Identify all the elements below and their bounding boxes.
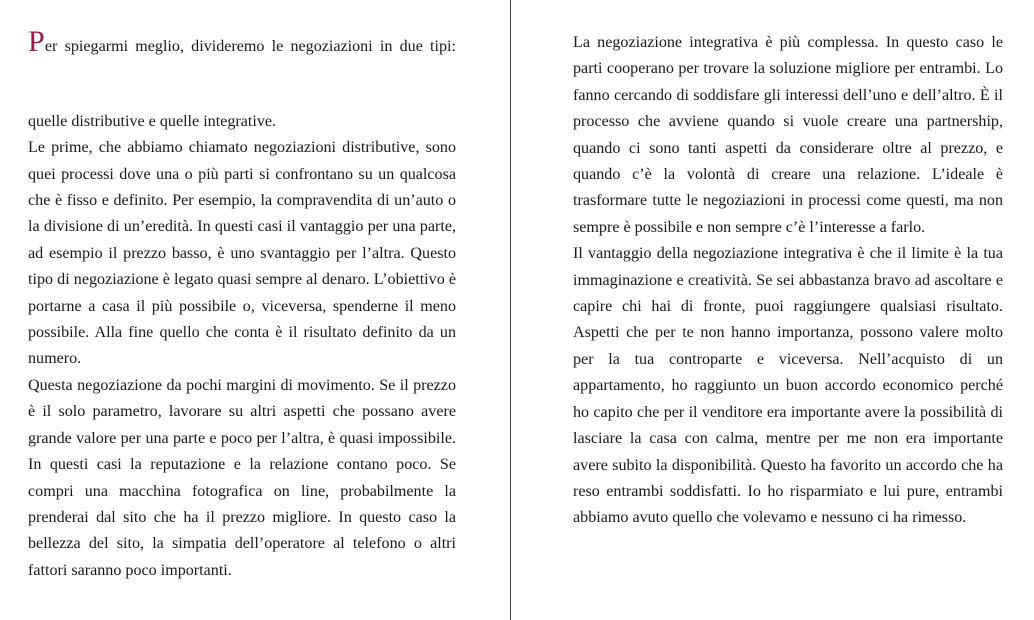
column-divider-rule [510,0,511,620]
drop-cap-letter: P [28,25,45,58]
right-paragraph-2: Il vantaggio della negoziazione integrativa è che il limite è la tua immaginazione e creatività. Se sei abbastanza bravo ad ascoltare e capire chi hai di fronte, puoi raggiungere qualsiasi risultato. Aspetti che per te non hanno importanza, possono valere molto per la tua controparte e viceversa. Nell’acquisto di un appartamento, ho raggiunto un buon accordo economico perché ho capito che per il venditore era importante avere la possibilità di lasciare la casa con calma, mentre per me non era importante avere subito la disponibilità. Questo ha favorito un accordo che ha reso entrambi soddisfatti. Io ho risparmiato e lui pure, entrambi abbiamo avuto quello che volevamo e nessuno ci ha rimesso. [573,245,1003,527]
opening-continuation-line: quelle distributive e quelle integrative. [28,112,277,130]
opening-paragraph [28,25,456,87]
left-paragraph-1: Le prime, che abbiamo chiamato negoziazioni distributive, sono quei processi dove una o più parti si confrontano su un qualcosa che è fisso e definito. Per esempio, la compravendita di un’auto o la divisione di un’eredità. In questi casi il vantaggio per una parte, ad esempio il prezzo basso, è uno svantaggio per l’altra. Questo tipo di negoziazione è legato quasi sempre al denaro. L’obiettivo è portarne a casa il più possibile o, viceversa, spenderne il meno possibile. Alla fine quello che conta è il risultato definito da un numero. [28,139,456,368]
right-text-column [573,30,1003,532]
right-paragraph-1: La negoziazione integrativa è più complessa. In questo caso le parti cooperano per trovare la soluzione migliore per entrambi. Lo fanno cercando di soddisfare gli interessi dell’uno e dell’altro. È il processo che avviene quando si vuole creare una partnership, quando ci sono tanti aspetti da considerare oltre al prezzo, e quando c’è la volontà di creare una relazione. L’ideale è trasformare tutte le negoziazioni in processi come questi, ma non sempre è possibile e non sempre c’è l’interesse a farlo. [573,34,1003,236]
left-paragraph-2: Questa negoziazione da pochi margini di movimento. Se il prezzo è il solo parametro, lavorare su altri aspetti che possano avere grande valore per una parte e poco per l’altra, è quasi impossibile. In questi casi la reputazione e la relazione contano poco. Se compri una macchina fotografica on line, probabilmente la prenderai dal sito che ha il prezzo migliore. In questo caso la bellezza del sito, la simpatia dell’operatore al telefono o altri fattori saranno poco importanti. [28,376,456,579]
opening-line-text: er spiegarmi meglio, divideremo le negoziazioni in due tipi: [44,38,456,55]
left-text-column [28,25,456,584]
